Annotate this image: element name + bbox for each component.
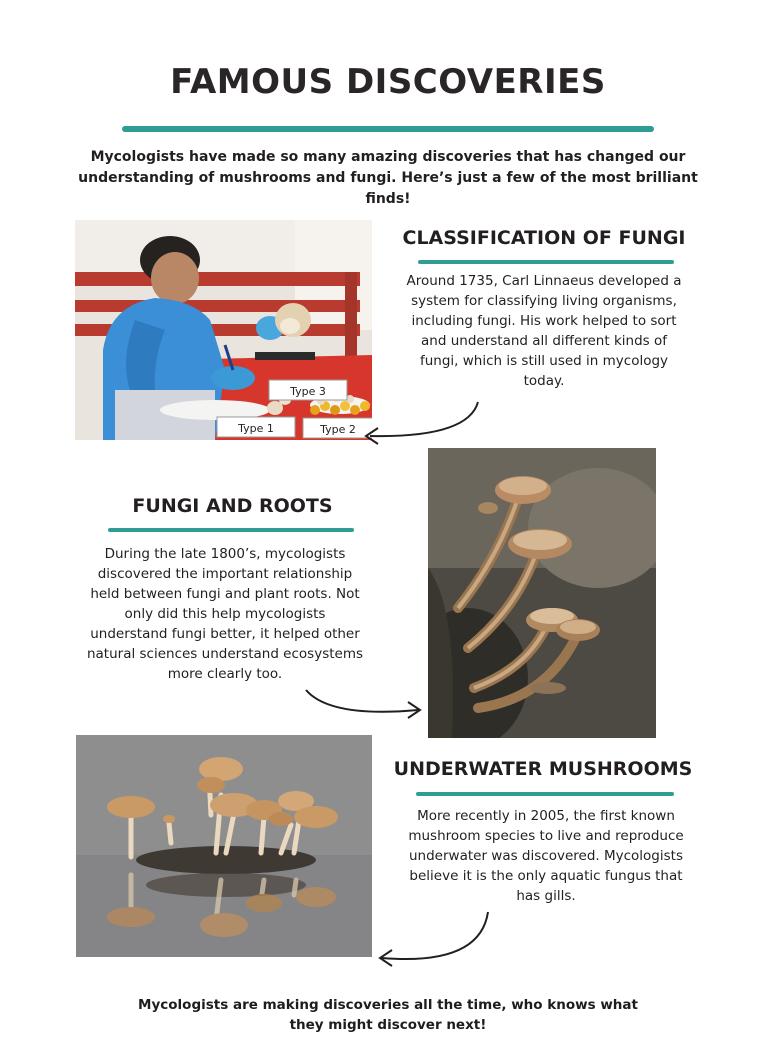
roots-heading: FUNGI AND ROOTS	[132, 495, 333, 517]
underwater-photo	[76, 735, 372, 957]
type-3-label: Type 3	[290, 385, 326, 398]
type-2-label: Type 2	[320, 423, 356, 436]
roots-photo	[428, 448, 656, 738]
classification-body: Around 1735, Carl Linnaeus developed a system for classifying living organisms, including fungi. His work helped to sort and understand all different kinds of fungi, which is still used in mycology today.	[406, 273, 682, 389]
roots-underline	[108, 528, 354, 532]
roots-body: During the late 1800’s, mycologists discovered the important relationship held between fungi and plant roots. Not only did this help mycologists understand fungi better, it helped other natural sciences understand ecosystems more clearly too.	[86, 546, 364, 682]
title-underline	[122, 126, 654, 132]
type-1-label: Type 1	[238, 422, 274, 435]
underwater-heading: UNDERWATER MUSHROOMS	[393, 758, 693, 780]
curved-arrow-icon	[300, 684, 430, 734]
underwater-body: More recently in 2005, the first known mushroom species to live and reproduce underwater was discovered. Mycologists believe it is the only aquatic fungus that has gills.	[408, 808, 684, 904]
page-title: FAMOUS DISCOVERIES	[170, 62, 606, 102]
classification-photo	[75, 220, 372, 440]
intro-text: Mycologists have made so many amazing discoveries that has changed our understanding of mushrooms and fungi. Here’s just a few of the most brilliant finds!	[78, 149, 698, 207]
footer-text: Mycologists are making discoveries all the time, who knows what they might discover next!	[138, 997, 638, 1033]
classification-heading: CLASSIFICATION OF FUNGI	[402, 227, 686, 249]
classification-underline	[418, 260, 674, 264]
underwater-underline	[416, 792, 674, 796]
curved-arrow-icon	[370, 908, 500, 978]
